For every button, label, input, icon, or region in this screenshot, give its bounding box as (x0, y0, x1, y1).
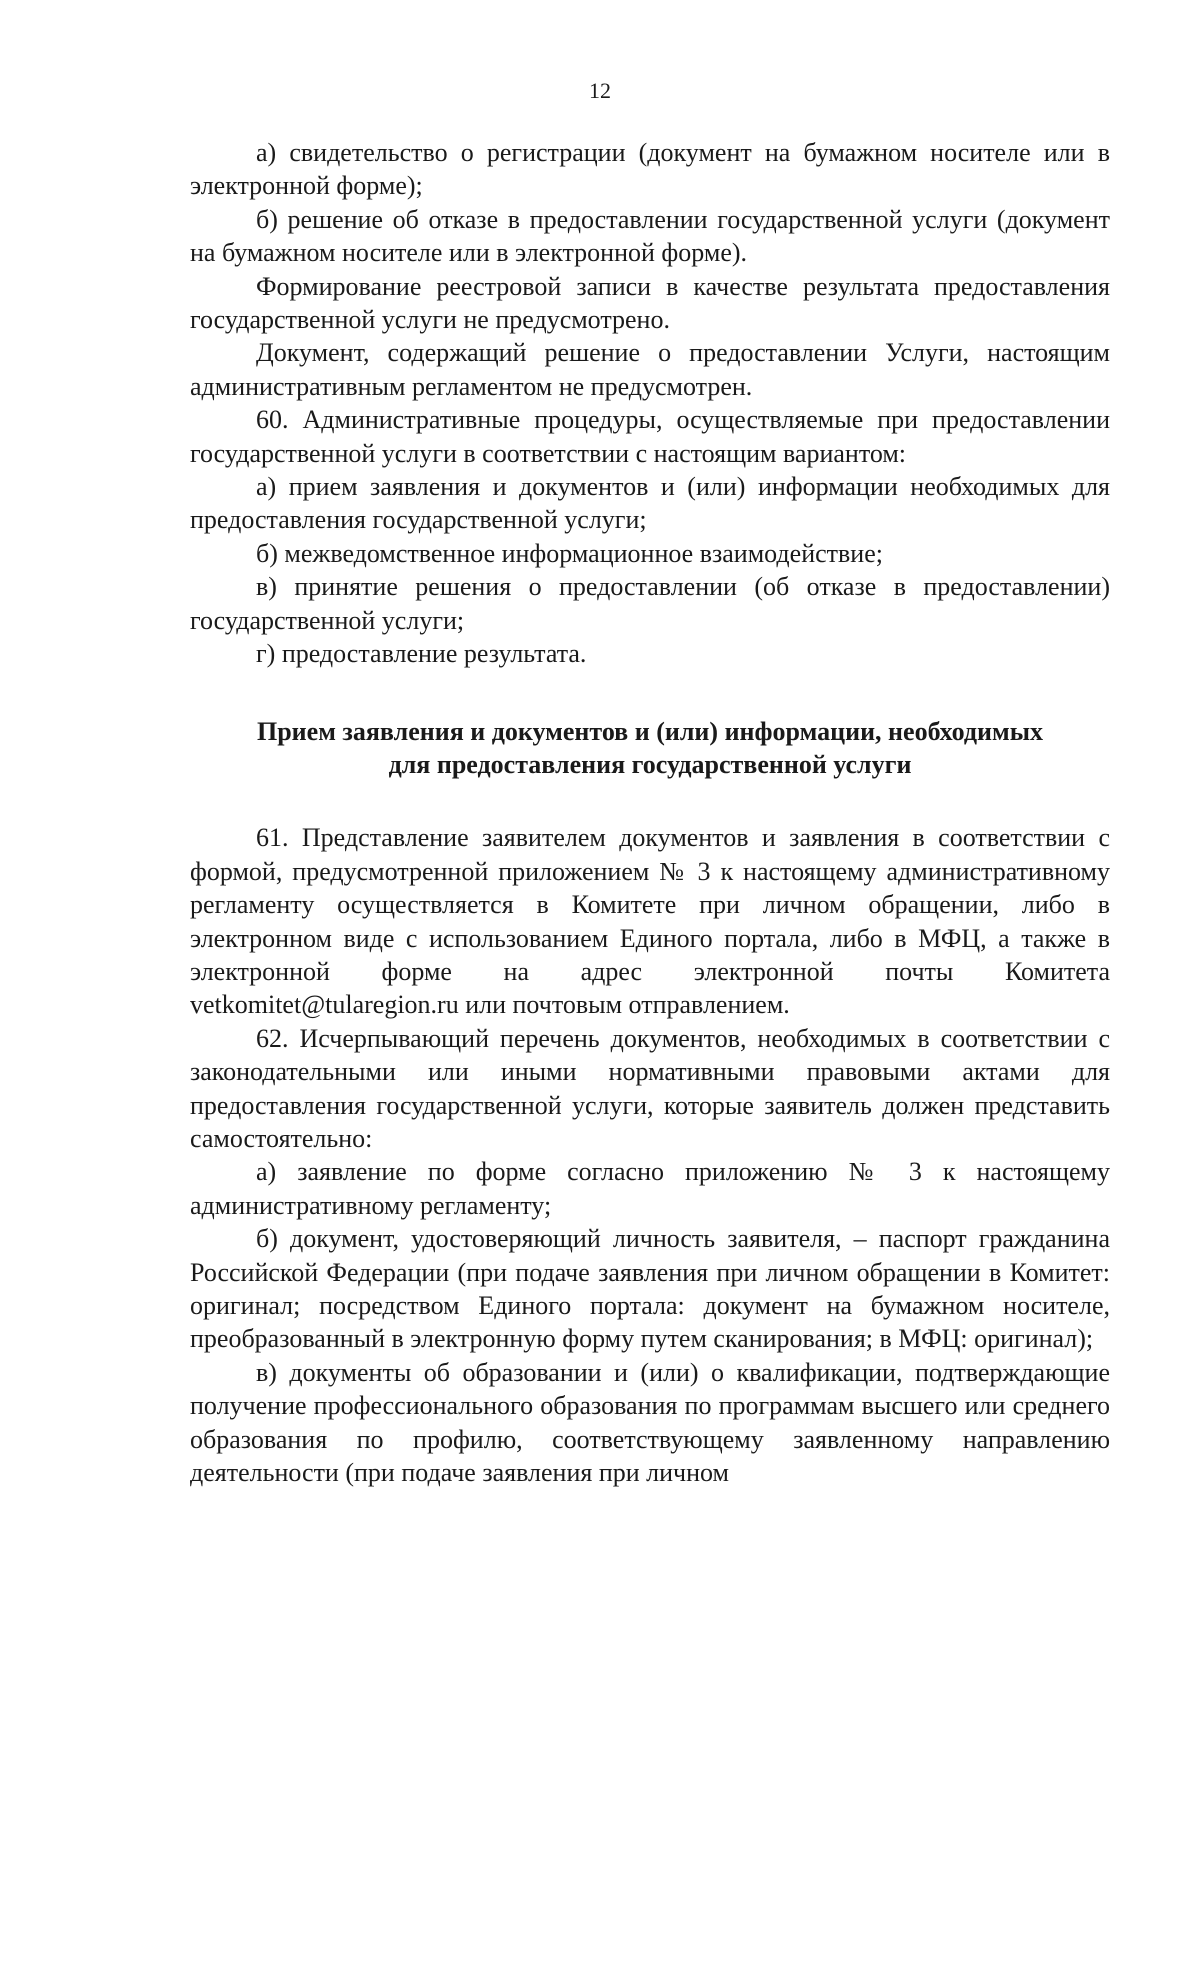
section-heading-line-2: для предоставления государственной услуги (388, 749, 912, 779)
paragraph-60-item-a: а) прием заявления и документов и (или) информации необходимых для предоставления государственной услуги; (190, 472, 1110, 535)
section-heading (190, 715, 1110, 782)
paragraph-62-item-v: в) документы об образовании и (или) о квалификации, подтверждающие получение профессионального образования по программам высшего или среднего образования по профилю, соответствующему заявленному направлению деятельности (при подаче заявления при личном (190, 1357, 1110, 1488)
paragraph-item-a-certificate: а) свидетельство о регистрации (документ на бумажном носителе или в электронной форме); (190, 138, 1110, 201)
paragraph-decision-document: Документ, содержащий решение о предоставлении Услуги, настоящим административным регламентом не предусмотрен. (190, 338, 1110, 401)
paragraph-registry-record: Формирование реестровой записи в качестве результата предоставления государственной услуги не предусмотрено. (190, 271, 1110, 335)
paragraph-item-b-refusal-decision: б) решение об отказе в предоставлении государственной услуги (документ на бумажном носителе или в электронной форме). (190, 204, 1110, 268)
paragraph-61-submission: 61. Представление заявителем документов и заявления в соответствии с формой, предусмотренной приложением № 3 к настоящему административному регламенту осуществляется в Комитете при личном обращении, либо в электронном виде с использованием Единого портала, либо в МФЦ, а также в электронной форме на адрес электронной почты Комитета vetkomitet@tularegion.ru или почтовым отправлением. (190, 823, 1110, 1020)
paragraph-62-item-b: б) документ, удостоверяющий личность заявителя, – паспорт гражданина Российской Федерации (при подаче заявления при личном обращении в Комитет: оригинал; посредством Единого портала: документ на бумажном носителе, преобразованный в электронную форму путем сканирования; в МФЦ: оригинал); (190, 1224, 1110, 1354)
document-body (190, 136, 1110, 1489)
paragraph-60-item-b: б) межведомственное информационное взаимодействие; (256, 538, 883, 568)
paragraph-60-procedures: 60. Административные процедуры, осуществляемые при предоставлении государственной услуги в соответствии с настоящим вариантом: (190, 405, 1110, 468)
paragraph-62-document-list: 62. Исчерпывающий перечень документов, необходимых в соответствии с законодательными или иными нормативными правовыми актами для предоставления государственной услуги, которые заявитель должен представить самостоятельно: (190, 1023, 1110, 1153)
page-number: 12 (589, 78, 611, 103)
section-heading-line-1: Прием заявления и документов и (или) информации, необходимых (256, 716, 1043, 746)
paragraph-62-item-a: а) заявление по форме согласно приложению № 3 к настоящему административному регламенту; (190, 1157, 1110, 1220)
paragraph-60-item-g: г) предоставление результата. (256, 639, 587, 669)
paragraph-60-item-v: в) принятие решения о предоставлении (об отказе в предоставлении) государственной услуги; (190, 572, 1110, 635)
